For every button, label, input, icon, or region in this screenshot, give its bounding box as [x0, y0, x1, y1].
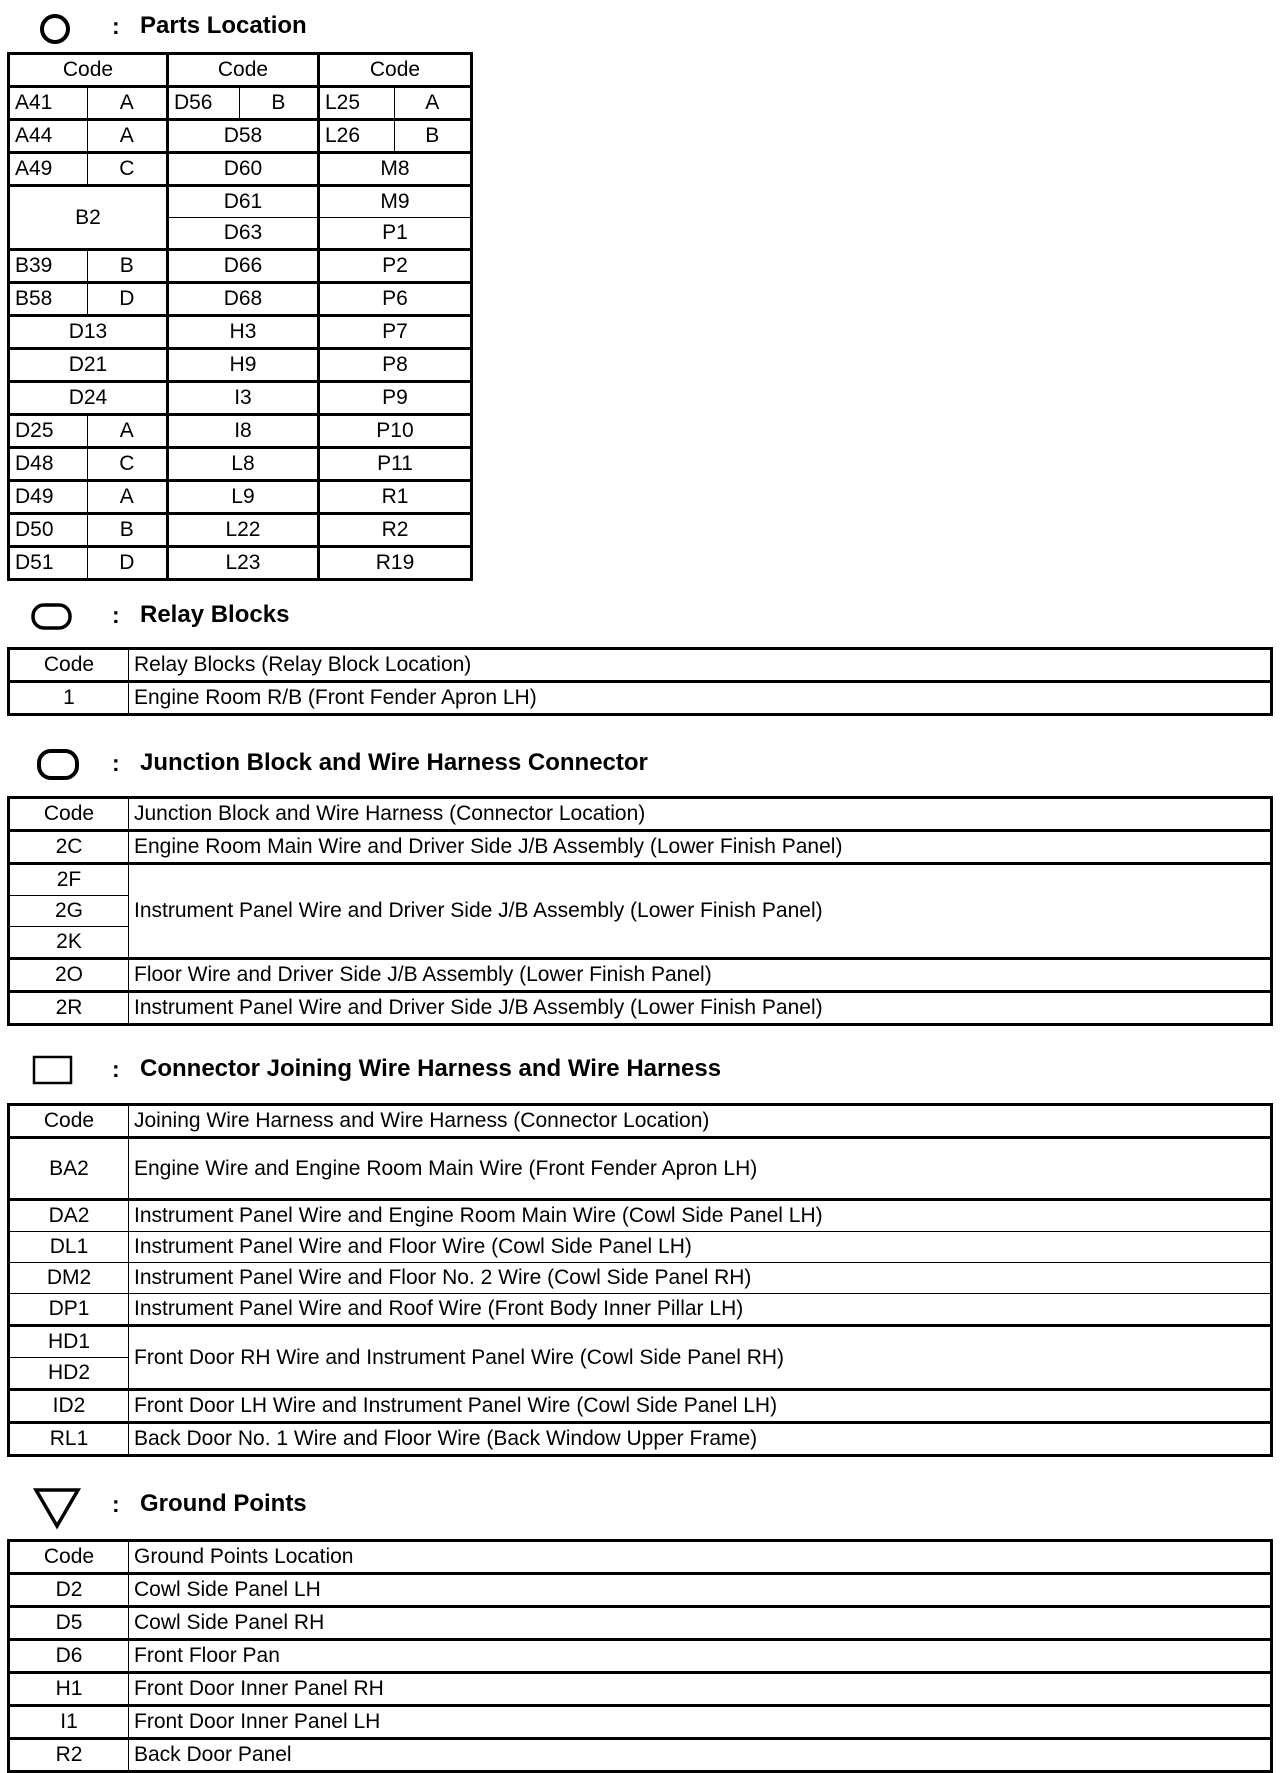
code-cell: R1: [318, 481, 471, 514]
description-cell: Instrument Panel Wire and Driver Side J/B Assembly (Lower Finish Panel): [129, 864, 1272, 959]
code-cell: D49: [9, 481, 88, 514]
table-row: [9, 1294, 1272, 1326]
relay-blocks-heading: [0, 596, 600, 636]
description-cell: Instrument Panel Wire and Engine Room Main Wire (Cowl Side Panel LH): [129, 1200, 1272, 1232]
description-cell: Floor Wire and Driver Side J/B Assembly (Lower Finish Panel): [129, 959, 1272, 992]
parts-location-table: [7, 52, 473, 581]
table-row: [9, 864, 1272, 896]
description-cell: Front Door Inner Panel RH: [129, 1673, 1272, 1706]
description-cell: Instrument Panel Wire and Roof Wire (Front Body Inner Pillar LH): [129, 1294, 1272, 1326]
table-row: [9, 120, 472, 153]
code-cell: I8: [167, 415, 318, 448]
code-cell: B58: [9, 283, 88, 316]
table-row: [9, 1263, 1272, 1294]
table-row: [9, 1390, 1272, 1423]
code-cell: DM2: [9, 1263, 129, 1294]
table-row: [9, 1673, 1272, 1706]
location-cell: B: [87, 514, 167, 547]
location-cell: A: [87, 415, 167, 448]
location-cell: D: [87, 283, 167, 316]
section-title: Relay Blocks: [140, 601, 290, 628]
code-cell: DP1: [9, 1294, 129, 1326]
code-cell: 2F: [9, 864, 129, 896]
description-cell: Engine Wire and Engine Room Main Wire (Front Fender Apron LH): [129, 1138, 1272, 1200]
section-title: Parts Location: [140, 12, 307, 39]
table-row: [9, 448, 472, 481]
junction-block-table: [7, 796, 1273, 1026]
code-cell: H1: [9, 1673, 129, 1706]
location-cell: C: [87, 153, 167, 186]
code-cell: A41: [9, 87, 88, 120]
description-cell: Front Floor Pan: [129, 1640, 1272, 1673]
code-cell: D24: [9, 382, 168, 415]
table-row: [9, 153, 472, 186]
section-title: Ground Points: [140, 1490, 307, 1517]
code-cell: P11: [318, 448, 471, 481]
table-row: [9, 1607, 1272, 1640]
table-row: [9, 1423, 1272, 1456]
code-cell: DL1: [9, 1232, 129, 1263]
column-header: Junction Block and Wire Harness (Connector Location): [129, 798, 1272, 831]
table-row: [9, 547, 472, 580]
code-cell: 2O: [9, 959, 129, 992]
code-cell: L25: [318, 87, 394, 120]
code-cell: L8: [167, 448, 318, 481]
column-header: Code: [9, 1105, 129, 1138]
code-cell: D5: [9, 1607, 129, 1640]
description-cell: Instrument Panel Wire and Floor Wire (Cowl Side Panel LH): [129, 1232, 1272, 1263]
section-title: Junction Block and Wire Harness Connector: [140, 749, 648, 776]
triangle-down-icon: [32, 1486, 82, 1530]
table-row: [9, 316, 472, 349]
code-cell: D48: [9, 448, 88, 481]
colon: :: [112, 750, 120, 776]
description-cell: Front Door RH Wire and Instrument Panel Wire (Cowl Side Panel RH): [129, 1326, 1272, 1390]
code-cell: P8: [318, 349, 471, 382]
connector-joining-heading: [0, 1051, 900, 1091]
table-row: [9, 250, 472, 283]
table-row: [9, 682, 1272, 715]
code-cell: D61: [167, 186, 318, 218]
code-cell: D66: [167, 250, 318, 283]
table-row: [9, 1138, 1272, 1200]
description-cell: Engine Room Main Wire and Driver Side J/B Assembly (Lower Finish Panel): [129, 831, 1272, 864]
description-cell: Instrument Panel Wire and Floor No. 2 Wire (Cowl Side Panel RH): [129, 1263, 1272, 1294]
code-cell: P1: [318, 218, 471, 250]
location-cell: D: [87, 547, 167, 580]
code-cell: D68: [167, 283, 318, 316]
ground-points-table: [7, 1539, 1273, 1773]
parts-location-heading: [0, 8, 600, 48]
colon: :: [112, 602, 120, 628]
junction-block-heading: [0, 744, 900, 784]
code-cell: 2C: [9, 831, 129, 864]
code-cell: R19: [318, 547, 471, 580]
code-cell: D60: [167, 153, 318, 186]
code-cell: ID2: [9, 1390, 129, 1423]
code-cell: I1: [9, 1706, 129, 1739]
code-cell: HD1: [9, 1326, 129, 1358]
code-cell: B39: [9, 250, 88, 283]
description-cell: Front Door Inner Panel LH: [129, 1706, 1272, 1739]
column-header: Relay Blocks (Relay Block Location): [129, 649, 1272, 682]
description-cell: Back Door Panel: [129, 1739, 1272, 1772]
table-row: [9, 831, 1272, 864]
table-row: [9, 186, 472, 218]
location-cell: A: [87, 481, 167, 514]
code-cell: P9: [318, 382, 471, 415]
location-cell: A: [87, 120, 167, 153]
code-cell: L26: [318, 120, 394, 153]
relay-blocks-table: [7, 647, 1273, 716]
code-cell: D50: [9, 514, 88, 547]
description-cell: Cowl Side Panel RH: [129, 1607, 1272, 1640]
code-cell: 2R: [9, 992, 129, 1025]
code-cell: H9: [167, 349, 318, 382]
code-cell: R2: [9, 1739, 129, 1772]
table-row: [9, 514, 472, 547]
rectangle-icon: [32, 1055, 74, 1087]
code-cell: D13: [9, 316, 168, 349]
code-cell: D21: [9, 349, 168, 382]
code-cell: 1: [9, 682, 129, 715]
column-header: Code: [9, 54, 168, 87]
code-cell: DA2: [9, 1200, 129, 1232]
code-cell: A49: [9, 153, 88, 186]
table-row: [9, 283, 472, 316]
column-header: Code: [9, 798, 129, 831]
column-header: Code: [9, 649, 129, 682]
section-title: Connector Joining Wire Harness and Wire Harness: [140, 1055, 722, 1082]
table-row: [9, 1706, 1272, 1739]
table-row: [9, 1574, 1272, 1607]
code-cell: I3: [167, 382, 318, 415]
rounded-rect-icon: [30, 602, 74, 632]
table-row: [9, 415, 472, 448]
code-cell: D58: [167, 120, 318, 153]
code-cell: B2: [9, 186, 168, 250]
table-row: [9, 349, 472, 382]
column-header: Code: [318, 54, 471, 87]
column-header: Code: [167, 54, 318, 87]
column-header: Ground Points Location: [129, 1541, 1272, 1574]
description-cell: Back Door No. 1 Wire and Floor Wire (Back Window Upper Frame): [129, 1423, 1272, 1456]
description-cell: Front Door LH Wire and Instrument Panel Wire (Cowl Side Panel LH): [129, 1390, 1272, 1423]
code-cell: D6: [9, 1640, 129, 1673]
code-cell: D51: [9, 547, 88, 580]
oval-rect-icon: [36, 748, 82, 782]
description-cell: Instrument Panel Wire and Driver Side J/B Assembly (Lower Finish Panel): [129, 992, 1272, 1025]
code-cell: RL1: [9, 1423, 129, 1456]
table-row: [9, 87, 472, 120]
code-cell: D25: [9, 415, 88, 448]
column-header: Joining Wire Harness and Wire Harness (Connector Location): [129, 1105, 1272, 1138]
code-cell: BA2: [9, 1138, 129, 1200]
table-row: [9, 1739, 1272, 1772]
code-cell: D2: [9, 1574, 129, 1607]
location-cell: A: [87, 87, 167, 120]
code-cell: M9: [318, 186, 471, 218]
code-cell: L9: [167, 481, 318, 514]
code-cell: M8: [318, 153, 471, 186]
code-cell: 2G: [9, 896, 129, 927]
colon: :: [112, 1491, 120, 1517]
colon: :: [112, 13, 120, 39]
code-cell: 2K: [9, 927, 129, 959]
code-cell: D63: [167, 218, 318, 250]
code-cell: P2: [318, 250, 471, 283]
circle-icon: [38, 12, 72, 46]
description-cell: Engine Room R/B (Front Fender Apron LH): [129, 682, 1272, 715]
code-cell: A44: [9, 120, 88, 153]
code-cell: L22: [167, 514, 318, 547]
location-cell: B: [87, 250, 167, 283]
code-cell: HD2: [9, 1358, 129, 1390]
location-cell: B: [239, 87, 318, 120]
connector-joining-table: [7, 1103, 1273, 1457]
code-cell: L23: [167, 547, 318, 580]
code-cell: P7: [318, 316, 471, 349]
table-row: [9, 382, 472, 415]
code-cell: R2: [318, 514, 471, 547]
location-cell: A: [394, 87, 471, 120]
location-cell: C: [87, 448, 167, 481]
code-cell: D56: [167, 87, 239, 120]
table-row: [9, 1640, 1272, 1673]
code-cell: P10: [318, 415, 471, 448]
table-row: [9, 992, 1272, 1025]
table-row: [9, 1232, 1272, 1263]
table-row: [9, 481, 472, 514]
location-cell: B: [394, 120, 471, 153]
column-header: Code: [9, 1541, 129, 1574]
description-cell: Cowl Side Panel LH: [129, 1574, 1272, 1607]
table-row: [9, 959, 1272, 992]
table-row: [9, 1200, 1272, 1232]
colon: :: [112, 1056, 120, 1082]
ground-points-heading: [0, 1486, 600, 1526]
code-cell: P6: [318, 283, 471, 316]
table-row: [9, 1326, 1272, 1358]
code-cell: H3: [167, 316, 318, 349]
